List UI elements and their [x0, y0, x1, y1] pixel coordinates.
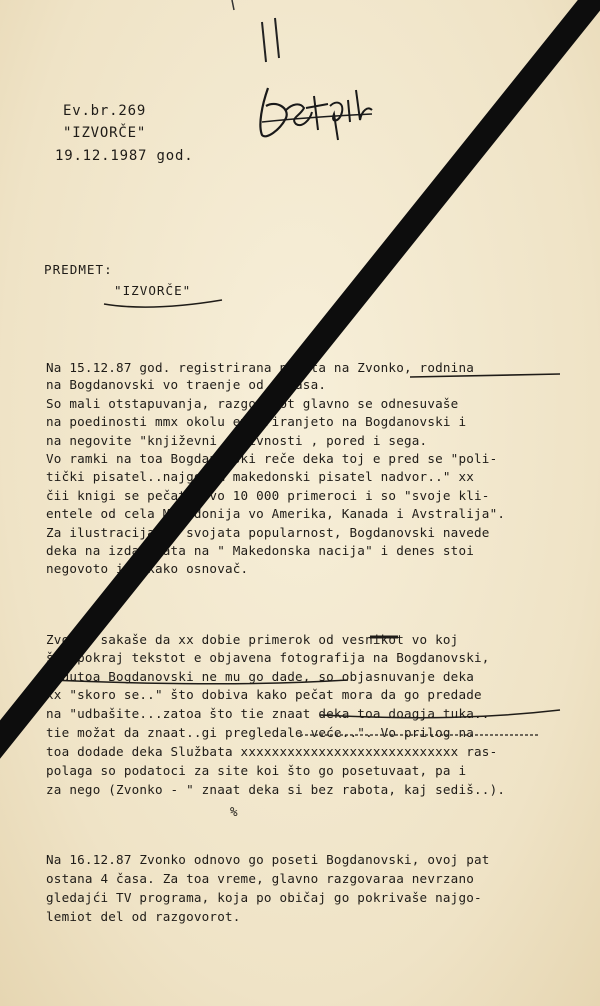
body-line: što pokraj tekstot e objavena fotografija na Bogdanovski,: [46, 650, 490, 665]
body-line: za nego (Zvonko - " znaat deka si bez rabota, kaj sediš..).: [46, 782, 506, 797]
body-line: na Bogdanovski vo traenje od 3 časa.: [46, 377, 327, 392]
body-line: So mali otstapuvanja, razgovorot glavno se odnesuvaše: [46, 396, 459, 411]
body-line: toa dodade deka Službata xxxxxxxxxxxxxxxxxxxxxxxxxxxx ras-: [46, 744, 498, 759]
body-line: na "udbašite...zatoa što tie znaat deka toa doagja tuka..: [46, 706, 490, 721]
body-line: Zvonko sakaše da xx dobie primerok od vesnikot vo koj: [46, 632, 459, 647]
body-line: entele od cela Makedonija vo Amerika, Kanada i Avstralija".: [46, 506, 506, 521]
body-line: Na 15.12.87 god. registrirana poseta na Zvonko, rodnina: [46, 360, 475, 375]
document-date: 19.12.1987 god.: [55, 148, 194, 164]
body-line: Na 16.12.87 Zvonko odnovo go poseti Bogdanovski, ovoj pat: [46, 852, 490, 867]
body-line: lemiot del od razgovorot.: [46, 909, 241, 924]
body-line: polaga so podatoci za site koi što go posetuvaat, pa i: [46, 763, 467, 778]
body-line: čii knigi se pečatat vo 10 000 primeroci i so "svoje kli-: [46, 488, 490, 503]
subject-label: PREDMET:: [44, 262, 113, 277]
code-name: "IZVORČE": [63, 125, 147, 141]
body-line: ostana 4 časa. Za toa vreme, glavno razgovaraa nevrzano: [46, 871, 475, 886]
body-line: deka na izdanijata na " Makedonska nacija" i denes stoi: [46, 543, 475, 558]
body-line: negovoto ime kako osnovač.: [46, 561, 249, 576]
body-line: na poedinosti mmx okolu emigriranjeto na Bogdanovski i: [46, 414, 467, 429]
body-line: tie možat da znaat..gi pregledale veće..". Vo prilog na: [46, 725, 475, 740]
body-line: međutoa Bogdanovski ne mu go dade, so objasnuvanje deka: [46, 669, 475, 684]
body-line: na negovite "književni aktivnosti , pored i sega.: [46, 433, 428, 448]
body-line: gledajći TV programa, koja po običaj go pokrivaše najgo-: [46, 890, 482, 905]
paragraph-marker: %: [230, 804, 238, 819]
registration-number: Ev.br.269: [63, 103, 147, 119]
body-line: xx "skoro se.." što dobiva kako pečat mora da go predade: [46, 687, 482, 702]
subject-value: "IZVORČE": [114, 283, 192, 298]
body-line: tički pisatel..najgolem makedonski pisatel nadvor.." xx: [46, 469, 475, 484]
body-line: Vo ramki na toa Bogdanovski reče deka toj e pred se "poli-: [46, 451, 498, 466]
body-line: Za ilustracija na svojata popularnost, Bogdanovski navede: [46, 525, 490, 540]
